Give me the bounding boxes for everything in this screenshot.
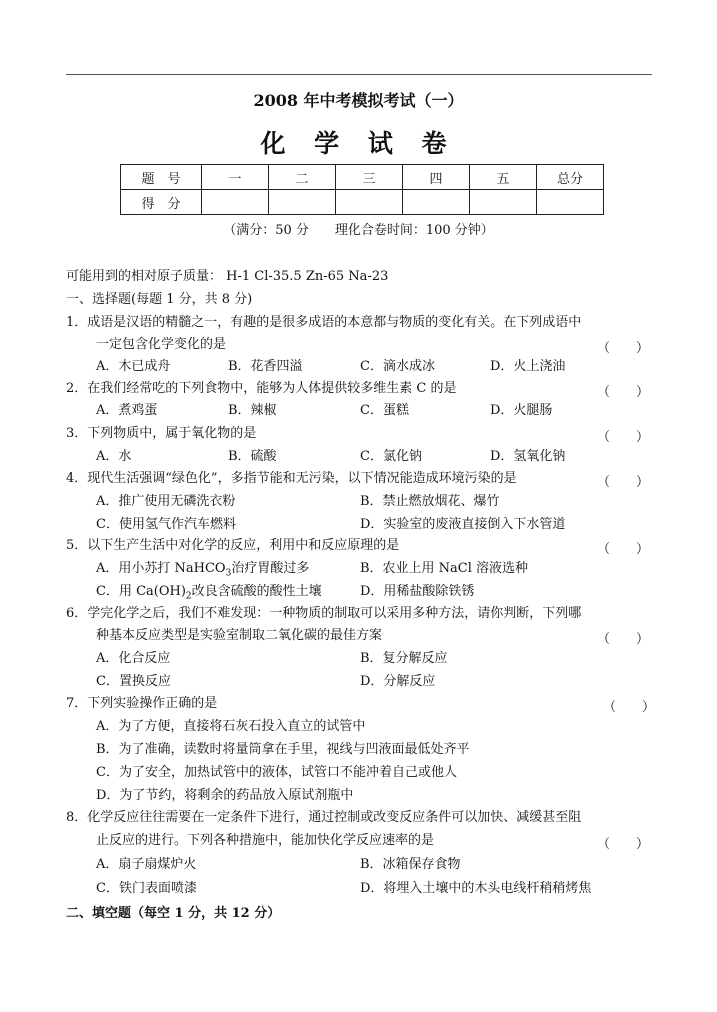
q5-option-c-subscript: 2 bbox=[185, 591, 192, 602]
score-input-cell[interactable] bbox=[336, 190, 403, 215]
exam-info: （满分：50 分 理化合卷时间：100 分钟） bbox=[223, 223, 494, 238]
score-label-cell: 得 分 bbox=[121, 190, 202, 215]
q6-option-d: D．分解反应 bbox=[360, 674, 436, 689]
q2-option-b: B．辣椒 bbox=[228, 403, 277, 418]
q4-option-c: C．使用氢气作汽车燃料 bbox=[96, 517, 236, 532]
q6-stem-line1: 6．学完化学之后，我们不难发现：一种物质的制取可以采用多种方法，请你判断，下列哪 bbox=[66, 606, 582, 621]
q1-stem-line1: 1．成语是汉语的精髓之一，有趣的是很多成语的本意都与物质的变化有关。在下列成语中 bbox=[66, 315, 582, 330]
q5-option-c bbox=[96, 583, 322, 606]
score-cell: 三 bbox=[336, 165, 403, 190]
q4-option-b: B．禁止燃放烟花、爆竹 bbox=[360, 494, 500, 509]
q1-answer-bracket[interactable]: （ ） bbox=[597, 341, 650, 356]
q8-option-c: C．铁门表面喷漆 bbox=[96, 881, 197, 896]
score-table-score-row bbox=[121, 190, 604, 215]
q1-option-c: C．滴水成冰 bbox=[360, 359, 435, 374]
subject-title: 化 学 试 卷 bbox=[260, 129, 457, 158]
q5-option-d: D．用稀盐酸除铁锈 bbox=[360, 584, 475, 599]
q3-stem: 3．下列物质中，属于氧化物的是 bbox=[66, 426, 257, 441]
q4-option-d: D．实验室的废液直接倒入下水管道 bbox=[360, 517, 566, 532]
score-input-cell[interactable] bbox=[269, 190, 336, 215]
q6-option-a: A．化合反应 bbox=[96, 651, 171, 666]
q5-option-b: B．农业上用 NaCl 溶液选种 bbox=[360, 561, 529, 576]
q8-option-b: B．冰箱保存食物 bbox=[360, 857, 461, 872]
score-input-cell[interactable] bbox=[470, 190, 537, 215]
score-input-cell[interactable] bbox=[403, 190, 470, 215]
q3-option-c: C．氯化钠 bbox=[360, 449, 422, 464]
q2-option-c: C．蛋糕 bbox=[360, 403, 409, 418]
score-cell: 二 bbox=[269, 165, 336, 190]
q7-option-d: D．为了节约，将剩余的药品放入原试剂瓶中 bbox=[96, 788, 354, 803]
score-cell: 五 bbox=[470, 165, 537, 190]
q7-option-b: B．为了准确，读数时将量筒拿在手里，视线与凹液面最低处齐平 bbox=[96, 742, 470, 757]
q6-option-b: B．复分解反应 bbox=[360, 651, 448, 666]
score-table-header-row bbox=[121, 165, 604, 190]
q8-option-d: D．将埋入土壤中的木头电线杆稍稍烤焦 bbox=[360, 881, 592, 896]
q7-answer-bracket[interactable]: （ ） bbox=[603, 700, 656, 715]
score-cell: 一 bbox=[202, 165, 269, 190]
q5-option-c-text: C．用 Ca(OH) bbox=[96, 584, 186, 599]
score-input-cell[interactable] bbox=[537, 190, 604, 215]
q5-option-a-text: A．用小苏打 NaHCO bbox=[96, 561, 226, 576]
q8-stem-line2: 止反应的进行。下列各种措施中，能加快化学反应速率的是 bbox=[96, 833, 435, 848]
q1-option-b: B．花香四溢 bbox=[228, 359, 303, 374]
q8-option-a: A．扇子扇煤炉火 bbox=[96, 857, 197, 872]
q2-option-d: D．火腿肠 bbox=[490, 403, 553, 418]
q5-option-a-subscript: 3 bbox=[225, 568, 232, 579]
q6-option-c: C．置换反应 bbox=[96, 674, 171, 689]
score-cell: 题 号 bbox=[121, 165, 202, 190]
q5-option-a bbox=[96, 560, 309, 583]
score-input-cell[interactable] bbox=[202, 190, 269, 215]
q2-option-a: A．煮鸡蛋 bbox=[96, 403, 158, 418]
q5-answer-bracket[interactable]: （ ） bbox=[597, 542, 650, 557]
q2-answer-bracket[interactable]: （ ） bbox=[597, 385, 650, 400]
q5-option-c-text-end: 改良含硫酸的酸性土壤 bbox=[191, 584, 322, 599]
q7-stem: 7．下列实验操作正确的是 bbox=[66, 696, 218, 711]
section-2-heading: 二、填空题（每空 1 分，共 12 分） bbox=[66, 906, 281, 921]
exam-title: 2008 年中考模拟考试（一） bbox=[253, 91, 464, 110]
q7-option-a: A．为了方便，直接将石灰石投入直立的试管中 bbox=[96, 719, 366, 734]
q3-option-d: D．氢氧化钠 bbox=[490, 449, 566, 464]
q4-option-a: A．推广使用无磷洗衣粉 bbox=[96, 494, 236, 509]
q5-stem: 5．以下生产生活中对化学的反应，利用中和反应原理的是 bbox=[66, 538, 400, 553]
q2-stem: 2．在我们经常吃的下列食物中，能够为人体提供较多维生素 C 的是 bbox=[66, 381, 457, 396]
q5-option-a-text-end: 治疗胃酸过多 bbox=[231, 561, 310, 576]
score-table bbox=[120, 164, 604, 215]
q3-option-a: A．水 bbox=[96, 449, 132, 464]
q6-answer-bracket[interactable]: （ ） bbox=[597, 632, 650, 647]
q8-answer-bracket[interactable]: （ ） bbox=[597, 837, 650, 852]
q1-stem-line2: 一定包含化学变化的是 bbox=[96, 337, 227, 352]
q3-answer-bracket[interactable]: （ ） bbox=[597, 430, 650, 445]
q1-option-a: A．木已成舟 bbox=[96, 359, 171, 374]
q4-stem: 4．现代生活强调“绿色化”，多指节能和无污染，以下情况能造成环境污染的是 bbox=[66, 471, 517, 486]
score-cell: 四 bbox=[403, 165, 470, 190]
q8-stem-line1: 8．化学反应往往需要在一定条件下进行，通过控制或改变反应条件可以加快、减缓甚至阻 bbox=[66, 810, 582, 825]
atomic-masses: 可能用到的相对原子质量： H-1 Cl-35.5 Zn-65 Na-23 bbox=[66, 269, 389, 284]
q1-option-d: D．火上浇油 bbox=[490, 359, 566, 374]
header-rule bbox=[66, 74, 652, 75]
q7-option-c: C．为了安全，加热试管中的液体，试管口不能冲着自己或他人 bbox=[96, 765, 457, 780]
q3-option-b: B．硫酸 bbox=[228, 449, 277, 464]
q6-stem-line2: 种基本反应类型是实验室制取二氧化碳的最佳方案 bbox=[96, 628, 383, 643]
q4-answer-bracket[interactable]: （ ） bbox=[597, 475, 650, 490]
section-1-heading: 一、选择题(每题 1 分，共 8 分) bbox=[66, 292, 253, 307]
score-cell: 总分 bbox=[537, 165, 604, 190]
